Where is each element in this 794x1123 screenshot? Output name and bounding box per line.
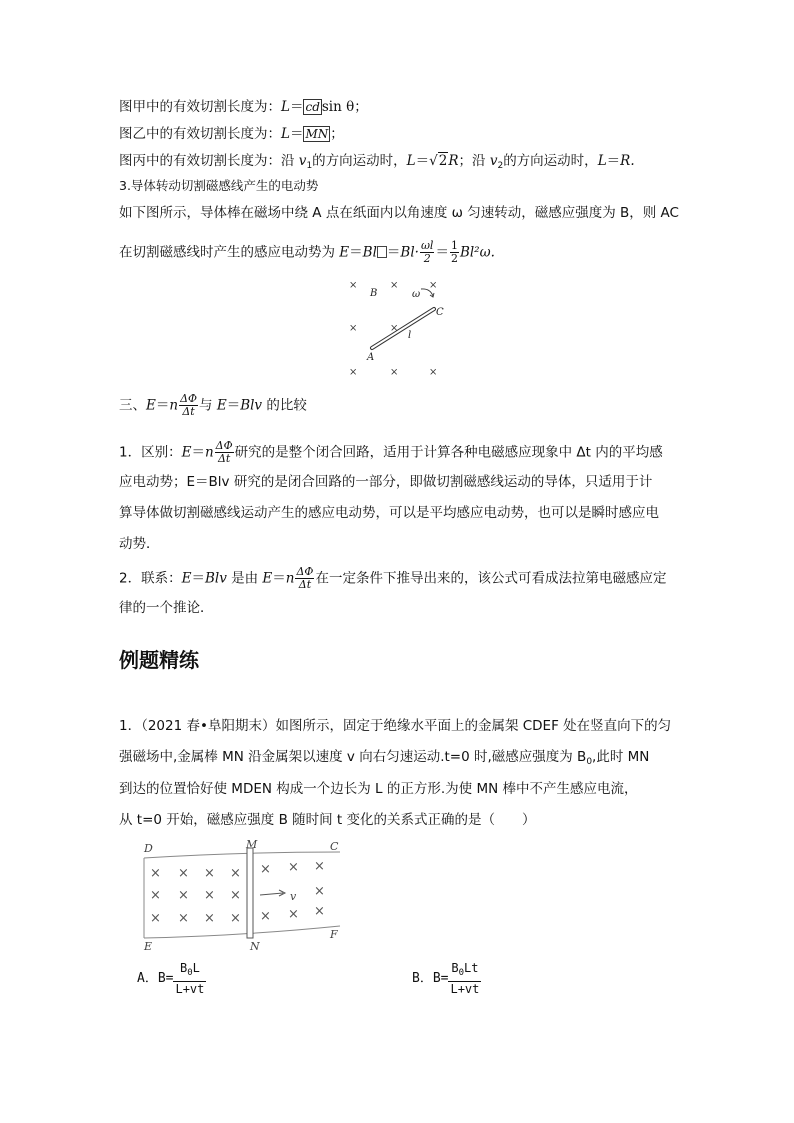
text: 是由 — [226, 570, 263, 587]
cross-mark: × — [390, 280, 399, 291]
metal-frame-figure — [140, 840, 350, 952]
cross-mark: × — [314, 859, 325, 874]
question1-line2 — [119, 747, 649, 772]
cross-mark: × — [260, 862, 271, 877]
text: 图甲中的有效切割长度为： — [119, 99, 281, 115]
option-A[interactable] — [137, 961, 206, 997]
fraction — [215, 440, 234, 465]
var: L — [406, 153, 416, 169]
sqrt-sign: √ — [429, 153, 438, 169]
label-E: E — [144, 940, 153, 952]
subscript: 0 — [187, 968, 193, 978]
subsection-title: 3.导体转动切割磁感线产生的电动势 — [119, 178, 319, 193]
denominator: 2 — [450, 252, 458, 265]
text: 1．区别： — [119, 444, 182, 461]
cross-mark: × — [178, 911, 189, 926]
text: 图乙中的有效切割长度为： — [119, 126, 281, 142]
item2-line1 — [119, 566, 666, 591]
section-title-comparison — [119, 393, 307, 418]
paragraph-rotation-line2 — [119, 240, 495, 265]
text: ＝ — [386, 244, 401, 261]
text: 研究的是整个闭合回路，适用于计算各种电磁感应现象中 Δt 内的平均感 — [234, 444, 663, 461]
text: ,此时 MN — [592, 749, 650, 765]
rotating-rod-figure — [340, 276, 450, 378]
denominator: L+vt — [175, 982, 205, 996]
var: n — [204, 444, 214, 461]
text: 与 — [199, 397, 217, 414]
rod-MN — [247, 848, 253, 938]
text: ＝ — [191, 444, 205, 461]
numerator: ωl — [420, 239, 434, 252]
cross-mark: × — [150, 911, 161, 926]
option-B[interactable] — [412, 961, 481, 997]
text: 图丙中的有效切割长度为：沿 — [119, 153, 299, 169]
var: E — [216, 397, 227, 414]
cross-mark: × — [314, 904, 325, 919]
label-l: l — [408, 330, 412, 341]
effective-length-line-jia — [119, 97, 368, 117]
var: v — [489, 153, 498, 169]
denominator: Δt — [298, 578, 312, 591]
label-F: F — [330, 928, 338, 941]
var: E — [181, 444, 192, 461]
cross-mark: × — [230, 866, 241, 881]
rod-fill — [372, 309, 434, 348]
text: 三、 — [119, 397, 146, 414]
cross-mark: × — [204, 866, 215, 881]
var: n — [169, 397, 179, 414]
var: Bl²ω. — [459, 244, 495, 261]
text: ＝ — [435, 244, 449, 261]
text: B — [451, 961, 459, 975]
fraction — [450, 240, 459, 265]
text: ；沿 — [458, 153, 490, 169]
label-D: D — [144, 842, 153, 855]
numerator — [173, 961, 206, 982]
var: L — [281, 126, 290, 142]
var: E — [181, 570, 192, 587]
cross-mark: × — [230, 911, 241, 926]
label-v: v — [290, 890, 297, 903]
fraction — [420, 240, 435, 265]
cross-mark: × — [390, 323, 399, 334]
text: Lt — [464, 961, 479, 975]
boxed-placeholder — [377, 246, 387, 258]
text: 的方向运动时， — [503, 153, 598, 169]
question1-line1: 1．（2021 春•阜阳期末）如图所示，固定于绝缘水平面上的金属架 CDEF 处在竖直向下的匀 — [119, 718, 672, 734]
item1-line4: 动势． — [119, 536, 160, 552]
var: L — [597, 153, 607, 169]
text: ＝ — [191, 570, 205, 587]
text: ＝ — [289, 126, 304, 142]
label-A: A — [367, 352, 375, 363]
cross-mark: × — [288, 860, 299, 875]
text: 在切割磁感线时产生的感应电动势为 — [119, 244, 340, 261]
text: 在一定条件下推导出来的，该公式可看成法拉第电磁感应定 — [315, 570, 667, 587]
var: Blv — [240, 397, 263, 414]
cross-mark: × — [314, 884, 325, 899]
cross-mark: × — [150, 888, 161, 903]
text: L — [192, 961, 200, 975]
denominator: L+vt — [450, 982, 480, 996]
text: sin θ； — [321, 99, 368, 115]
section-heading: 例题精练 — [119, 648, 199, 672]
text: ＝ — [289, 99, 304, 115]
cross-mark: × — [429, 367, 438, 378]
var: Bl· — [400, 244, 419, 261]
subscript: 0 — [458, 968, 465, 978]
paragraph-rotation-line1: 如下图所示，导体棒在磁场中绕 A 点在纸面内以角速度 ω 匀速转动，磁感应强度为 B，则 AC — [119, 205, 679, 221]
var: R. — [620, 153, 635, 169]
item1-line2: 应电动势；E＝Blv 研究的是闭合回路的一部分，即做切割磁感线运动的导体，只适用于计 — [119, 474, 653, 490]
fraction — [448, 961, 481, 997]
denominator: Δt — [182, 405, 195, 418]
cross-mark: × — [349, 280, 358, 291]
denominator: Δt — [217, 452, 231, 465]
var: E — [262, 570, 273, 587]
sqrt-radicand: 2 — [438, 153, 448, 169]
label-C: C — [330, 840, 339, 853]
cross-mark: × — [204, 911, 215, 926]
text: 的比较 — [262, 397, 307, 414]
var: Bl — [362, 244, 377, 261]
denominator: 2 — [423, 252, 431, 265]
numerator — [448, 961, 481, 982]
text: 2．联系： — [119, 570, 182, 587]
label-B: B — [370, 288, 378, 299]
label-omega: ω — [412, 289, 421, 300]
subscript: 1 — [306, 161, 313, 171]
option-label: B． — [412, 971, 433, 986]
option-label: A． — [137, 971, 158, 986]
subscript: 2 — [497, 161, 504, 171]
question1-line3: 到达的位置恰好使 MDEN 构成一个边长为 L 的正方形.为使 MN 棒中不产生感应电流， — [119, 781, 638, 797]
numerator: ΔΦ — [296, 565, 314, 578]
boxed-var: cd — [305, 100, 320, 114]
item1-line1 — [119, 440, 663, 465]
text: ＝ — [272, 570, 286, 587]
cross-mark: × — [178, 888, 189, 903]
cross-mark: × — [260, 909, 271, 924]
cross-mark: × — [390, 367, 399, 378]
var: L — [281, 99, 290, 115]
item1-line3: 算导体做切割磁感线运动产生的感应电动势，可以是平均感应电动势，也可以是瞬时感应电 — [119, 505, 659, 521]
numerator: ΔΦ — [215, 439, 233, 452]
boxed-var: MN — [305, 127, 329, 141]
text: B= — [157, 971, 174, 986]
label-C: C — [436, 307, 444, 318]
text: ＝ — [155, 397, 170, 414]
text: ＝ — [606, 153, 621, 169]
numerator: ΔΦ — [180, 392, 198, 405]
cross-mark: × — [204, 888, 215, 903]
cross-mark: × — [349, 323, 358, 334]
text: B — [179, 961, 188, 975]
var: v — [298, 153, 307, 169]
subscript: 0 — [586, 757, 593, 767]
text: 强磁场中,金属棒 MN 沿金属架以速度 v 向右匀速运动.t=0 时,磁感应强度为 B — [119, 749, 587, 765]
text: ＝ — [226, 397, 241, 414]
cross-mark: × — [230, 888, 241, 903]
text: ＝ — [349, 244, 363, 261]
effective-length-line-bing — [119, 151, 635, 176]
var: Blv — [204, 570, 227, 587]
var: R — [448, 153, 459, 169]
cross-mark: × — [150, 866, 161, 881]
text: ； — [330, 126, 344, 142]
text: B= — [432, 971, 449, 986]
text: ＝ — [415, 153, 430, 169]
label-N: N — [250, 940, 260, 952]
question1-line4: 从 t=0 开始，磁感应强度 B 随时间 t 变化的关系式正确的是（ ） — [119, 812, 536, 828]
text: 的方向运动时， — [312, 153, 407, 169]
fraction — [179, 393, 198, 418]
cross-mark: × — [178, 866, 189, 881]
cross-mark: × — [349, 367, 358, 378]
var: E — [339, 244, 350, 261]
label-M: M — [246, 840, 258, 851]
effective-length-line-yi — [119, 124, 344, 144]
var: E — [146, 397, 156, 414]
cross-mark: × — [429, 280, 438, 291]
cross-mark: × — [288, 907, 299, 922]
fraction — [173, 961, 206, 997]
item2-line2: 律的一个推论． — [119, 600, 214, 616]
numerator: 1 — [450, 239, 458, 252]
var: n — [285, 570, 295, 587]
fraction — [295, 566, 314, 591]
